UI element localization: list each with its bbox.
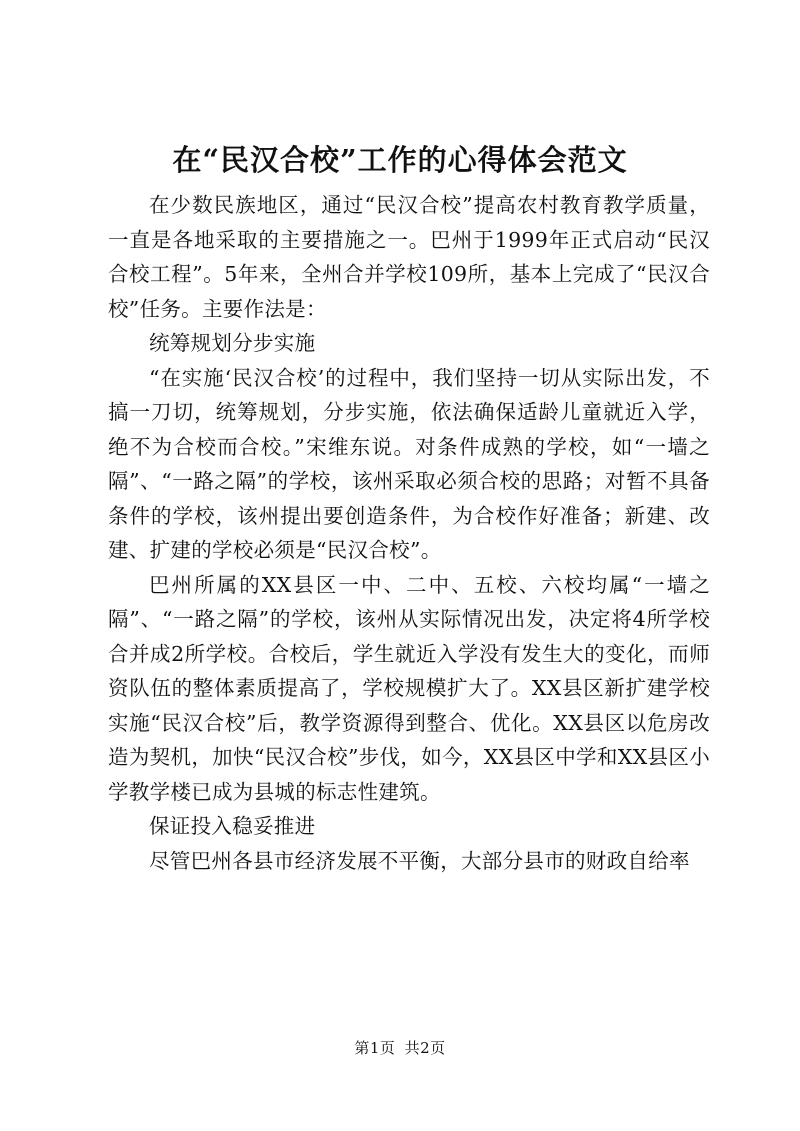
paragraph-planning: “在实施‘民汉合校’的过程中，我们坚持一切从实际出发，不搞一刀切，统筹规划，分步实施，依法确保适龄儿童就近入学，绝不为合校而合校。”宋维东说。对条件成熟的学校，如“一墙之隔”、“一路之隔”的学校，该州采取必须合校的思路；对暂不具备条件的学校，该州提出要创造条件，为合校作好准备；新建、改建、扩建的学校必须是“民汉合校”。 [108, 365, 710, 562]
page-number: 第1页 [354, 1039, 396, 1057]
paragraph-intro: 在少数民族地区，通过“民汉合校”提高农村教育教学质量，一直是各地采取的主要措施之一。巴州于1999年正式启动“民汉合校工程”。5年来，全州合并学校109所，基本上完成了“民汉合校”任务。主要作法是： [108, 193, 710, 321]
paragraph-bazhou-schools: 巴州所属的XX县区一中、二中、五校、六校均属“一墙之隔”、“一路之隔”的学校，该州从实际情况出发，决定将4所学校合并成2所学校。合校后，学生就近入学没有发生大的变化，而师资队伍的整体素质提高了，学校规模扩大了。XX县区新扩建学校实施“民汉合校”后，教学资源得到整合、优化。XX县区以危房改造为契机，加快“民汉合校”步伐，如今，XX县区中学和XX县区小学教学楼已成为县城的标志性建筑。 [108, 572, 710, 804]
section-heading-planning: 统筹规划分步实施 [149, 331, 316, 355]
document-body [108, 188, 710, 878]
document-title: 在“民汉合校”工作的心得体会范文 [172, 143, 628, 177]
paragraph-investment: 尽管巴州各县市经济发展不平衡，大部分县市的财政自给率 [149, 848, 690, 873]
page-footer [0, 1037, 800, 1059]
section-heading-investment: 保证投入稳妥推进 [149, 814, 316, 838]
page-total: 共2页 [404, 1039, 446, 1057]
